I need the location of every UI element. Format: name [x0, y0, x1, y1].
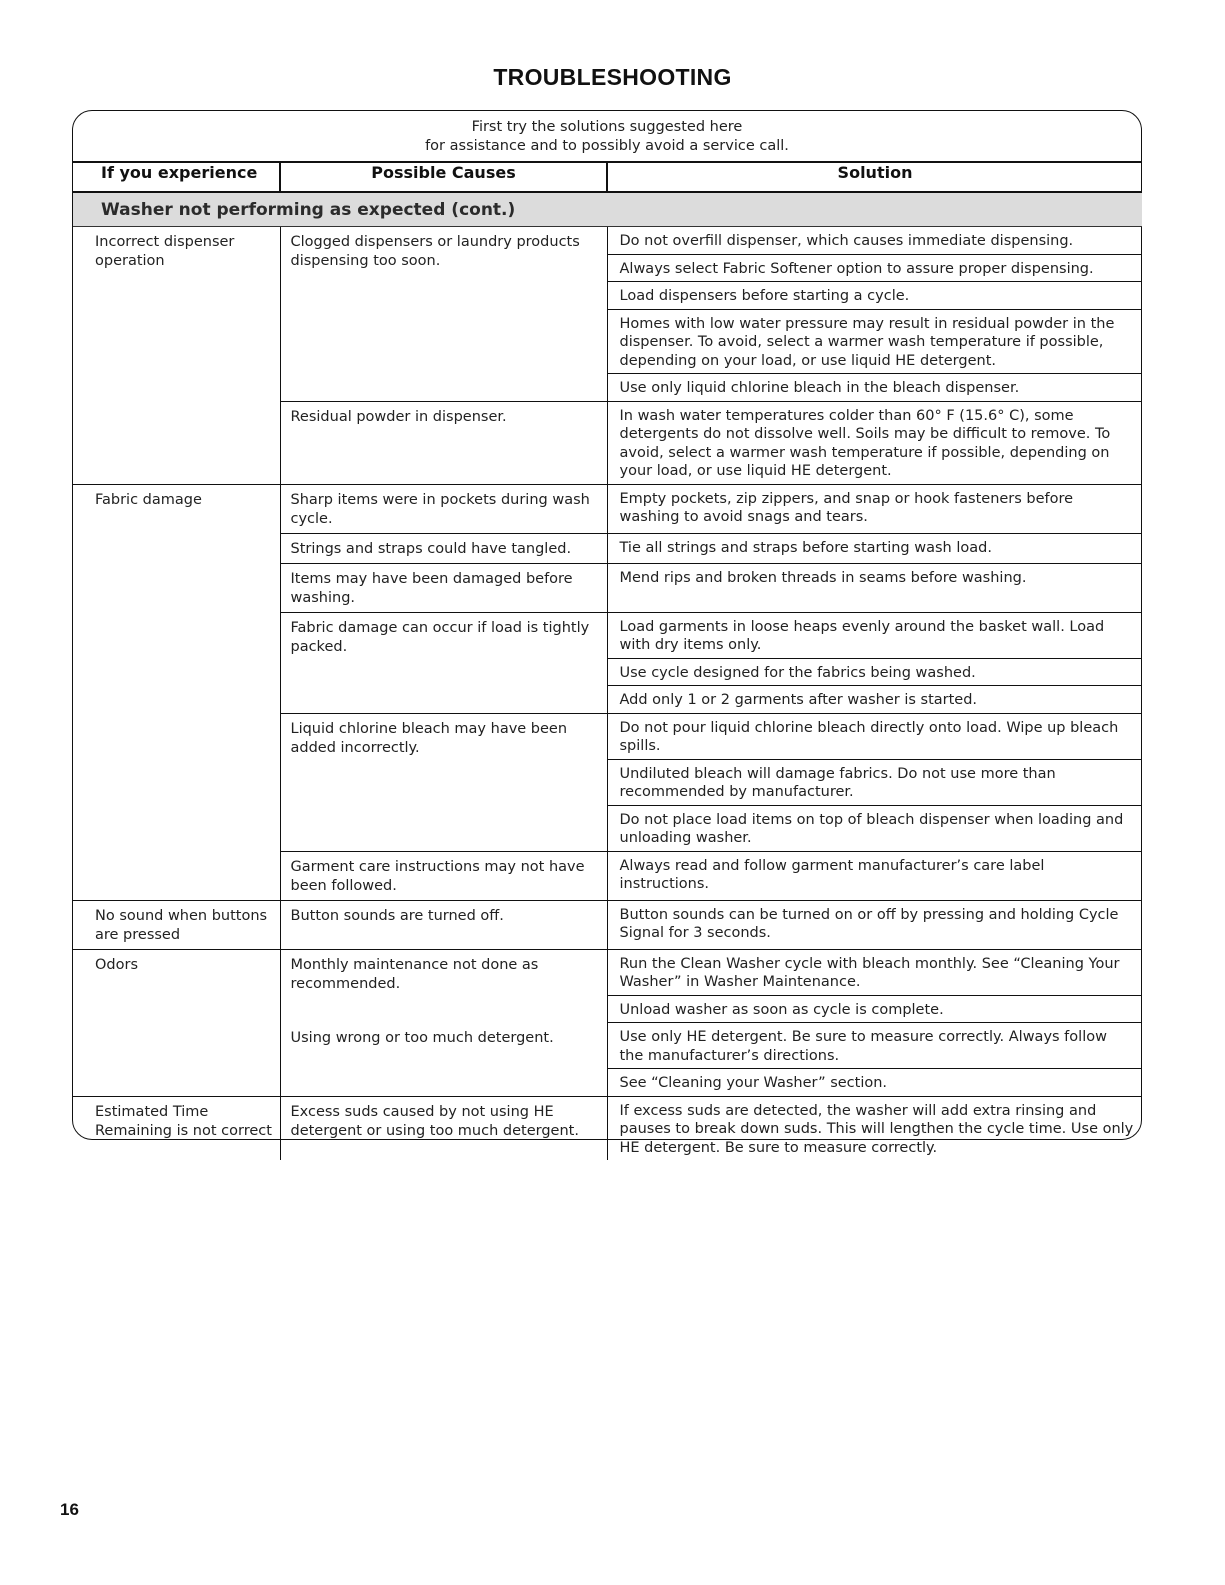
- solution-cell: Always select Fabric Softener option to assure proper dispensing.: [607, 254, 1142, 282]
- solution-cell: Run the Clean Washer cycle with bleach monthly. See “Cleaning Your Washer” in Washer Maintenance.: [607, 949, 1142, 995]
- symptom-cell: Estimated Time Remaining is not correct: [73, 1096, 280, 1160]
- solution-cell: Tie all strings and straps before starting wash load.: [607, 533, 1142, 563]
- solution-cell: Homes with low water pressure may result in residual powder in the dispenser. To avoid, select a warmer wash temperature if possible, depending on your load, or use liquid HE detergent.: [607, 309, 1142, 374]
- symptom-cell: Incorrect dispenser operation: [73, 227, 280, 485]
- cause-cell: Sharp items were in pockets during wash cycle.: [280, 484, 607, 533]
- cause-cell: Garment care instructions may not have been followed.: [280, 851, 607, 900]
- page-number: 16: [60, 1500, 79, 1519]
- solution-cell: Load dispensers before starting a cycle.: [607, 282, 1142, 310]
- cause-cell: Fabric damage can occur if load is tightly packed.: [280, 612, 607, 713]
- solution-cell: Empty pockets, zip zippers, and snap or hook fasteners before washing to avoid snags and tears.: [607, 484, 1142, 533]
- table-row: [73, 227, 1142, 255]
- solution-cell: See “Cleaning your Washer” section.: [607, 1069, 1142, 1097]
- symptom-cell: Odors: [73, 949, 280, 1096]
- solution-cell: Button sounds can be turned on or off by pressing and holding Cycle Signal for 3 seconds.: [607, 900, 1142, 949]
- solution-cell: Add only 1 or 2 garments after washer is started.: [607, 686, 1142, 714]
- page-title: TROUBLESHOOTING: [493, 64, 732, 90]
- cause-cell: Items may have been damaged before washing.: [280, 563, 607, 612]
- solution-cell: Do not pour liquid chlorine bleach directly onto load. Wipe up bleach spills.: [607, 713, 1142, 759]
- solution-cell: Mend rips and broken threads in seams before washing.: [607, 563, 1142, 612]
- solution-cell: If excess suds are detected, the washer will add extra rinsing and pauses to break down suds. This will lengthen the cycle time. Use only HE detergent. Be sure to measure correctly.: [619, 1102, 1134, 1156]
- cause-cell: Excess suds caused by not using HE detergent or using too much detergent.: [280, 1096, 607, 1160]
- table-row: [73, 949, 1142, 995]
- intro-text: [73, 118, 1141, 156]
- symptom-cell: Fabric damage: [73, 484, 280, 900]
- solution-cell: Use only liquid chlorine bleach in the bleach dispenser.: [607, 374, 1142, 402]
- troubleshooting-table: [73, 161, 1142, 1160]
- table-row: [73, 1096, 1142, 1160]
- solution-cell: Do not place load items on top of bleach dispenser when loading and unloading washer.: [607, 805, 1142, 851]
- table-row: [73, 900, 1142, 949]
- solution-cell: In wash water temperatures colder than 60° F (15.6° C), some detergents do not dissolve well. Soils may be difficult to remove. To avoid, select a warmer wash temperature if possible, depending on your load, or use liquid HE detergent.: [607, 401, 1142, 484]
- section-row: [73, 192, 1142, 227]
- cause-cell: Button sounds are turned off.: [280, 900, 607, 949]
- header-row: [73, 162, 1142, 192]
- intro-line: First try the solutions suggested here: [471, 119, 743, 135]
- solution-cell: Always read and follow garment manufacturer’s care label instructions.: [607, 851, 1142, 900]
- section-heading: Washer not performing as expected (cont.): [73, 192, 1142, 227]
- header-causes: Possible Causes: [280, 162, 607, 192]
- solution-cell: Use cycle designed for the fabrics being washed.: [607, 658, 1142, 686]
- cause-cell: Liquid chlorine bleach may have been added incorrectly.: [280, 713, 607, 851]
- solution-cell: Unload washer as soon as cycle is complete.: [607, 995, 1142, 1023]
- cause-cell: Residual powder in dispenser.: [280, 401, 607, 484]
- solution-cell: Load garments in loose heaps evenly around the basket wall. Load with dry items only.: [607, 612, 1142, 658]
- cause-cell: Using wrong or too much detergent.: [280, 1023, 607, 1097]
- header-solution: Solution: [607, 162, 1142, 192]
- header-experience: If you experience: [73, 162, 280, 192]
- solution-cell: Do not overfill dispenser, which causes immediate dispensing.: [607, 227, 1142, 255]
- solution-cell: Use only HE detergent. Be sure to measure correctly. Always follow the manufacturer’s directions.: [607, 1023, 1142, 1069]
- cause-cell: Monthly maintenance not done as recommended.: [280, 949, 607, 1023]
- table-row: [73, 484, 1142, 533]
- cause-cell: Clogged dispensers or laundry products dispensing too soon.: [280, 227, 607, 402]
- cause-cell: Strings and straps could have tangled.: [280, 533, 607, 563]
- symptom-cell: No sound when buttons are pressed: [73, 900, 280, 949]
- solution-cell: Undiluted bleach will damage fabrics. Do not use more than recommended by manufacturer.: [607, 759, 1142, 805]
- intro-line: for assistance and to possibly avoid a service call.: [425, 138, 789, 154]
